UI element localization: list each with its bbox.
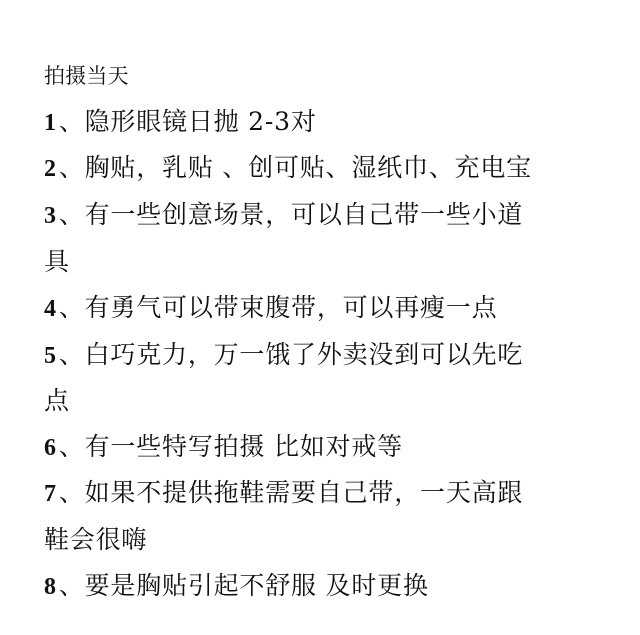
list-item-2 <box>44 153 604 184</box>
item-number-7: 7 <box>44 481 57 507</box>
item-text-7: 、如果不提供拖鞋需要自己带，一天高跟 <box>58 478 524 507</box>
item-text-8: 、要是胸贴引起不舒服 及时更换 <box>58 571 429 600</box>
list-item-7-continuation: 鞋会很嗨 <box>44 525 148 554</box>
list-item-7 <box>44 478 604 509</box>
item-number-1: 1 <box>44 110 57 136</box>
item-number-2: 2 <box>44 156 57 182</box>
item-text-4: 、有勇气可以带束腹带，可以再瘦一点 <box>58 293 498 322</box>
list-item-8 <box>44 571 604 602</box>
list-item-5 <box>44 340 604 371</box>
list-item-4 <box>44 293 604 324</box>
list-item-5-continuation: 点 <box>44 386 70 415</box>
item-text-5: 、白巧克力，万一饿了外卖没到可以先吃 <box>58 340 524 369</box>
item-number-8: 8 <box>44 574 57 600</box>
item-text-1: 、隐形眼镜日抛 2-3对 <box>58 107 317 136</box>
list-item-3-continuation: 具 <box>44 247 70 276</box>
list-item-6 <box>44 432 604 463</box>
item-number-5: 5 <box>44 343 57 369</box>
item-number-4: 4 <box>44 296 57 322</box>
list-item-1 <box>44 107 604 138</box>
item-text-3: 、有一些创意场景，可以自己带一些小道 <box>58 200 524 229</box>
note-title: 拍摄当天 <box>44 64 129 88</box>
item-number-3: 3 <box>44 203 57 229</box>
item-number-6: 6 <box>44 435 57 461</box>
list-item-3 <box>44 200 604 231</box>
item-text-6: 、有一些特写拍摄 比如对戒等 <box>58 432 403 461</box>
item-text-2: 、胸贴，乳贴 、创可贴、湿纸巾、充电宝 <box>58 153 532 182</box>
